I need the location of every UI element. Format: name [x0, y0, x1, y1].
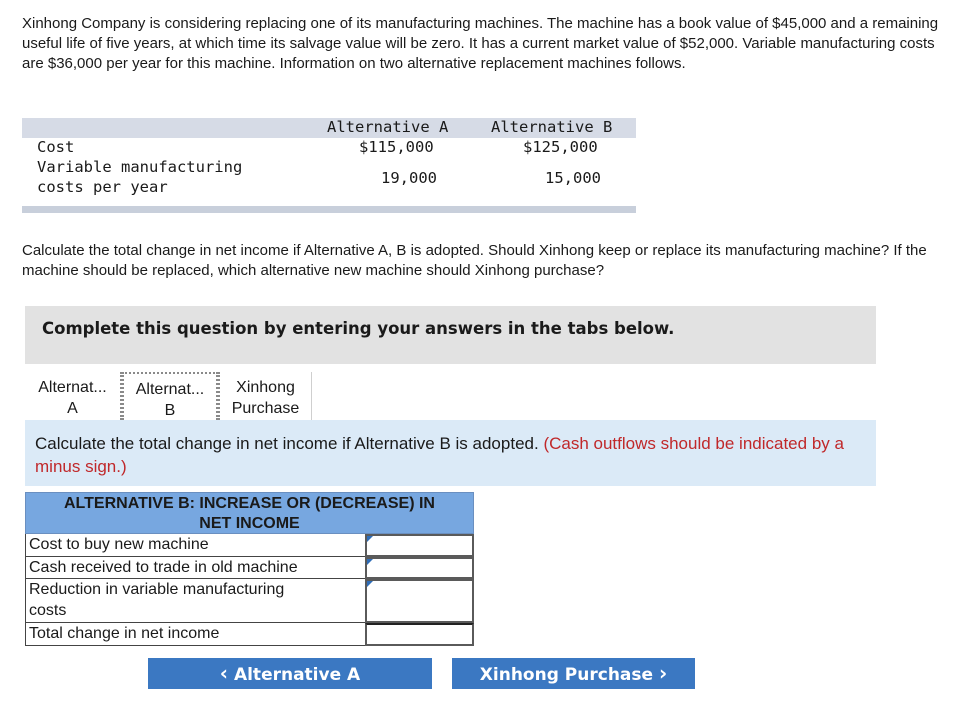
table-footer-bar — [22, 206, 636, 213]
previous-tab-label: Alternative A — [233, 665, 361, 685]
tab-label-line1: Alternat... — [38, 379, 107, 396]
chevron-right-icon: › — [658, 661, 668, 685]
reduction-variable-field[interactable] — [367, 581, 472, 621]
label-line2: costs — [29, 602, 67, 619]
label-line1: Reduction in variable manufacturing — [29, 581, 285, 598]
row-label-trade-in: Cash received to trade in old machine — [25, 557, 366, 579]
question-text: Calculate the total change in net income if Alternative A, B is adopted. Should Xinhong keep or replace its manufacturing machine? If the machine should be replaced, which alternative new machine should Xinhong purchase? — [22, 242, 927, 279]
tab-label-line1: Xinhong — [236, 379, 295, 396]
cost-alt-b: $125,000 — [523, 138, 598, 156]
tab-alternative-a[interactable] — [25, 372, 122, 420]
instruction-text: Complete this question by entering your answers in the tabs below. — [42, 319, 675, 338]
header-line2: NET INCOME — [199, 515, 300, 532]
reduction-variable-input[interactable] — [365, 579, 474, 623]
total-change-input[interactable] — [365, 623, 474, 646]
variable-costs-alt-a: 19,000 — [381, 169, 437, 187]
machine-info-table — [22, 118, 636, 214]
cost-to-buy-input[interactable] — [365, 534, 474, 557]
header-alternative-a: Alternative A — [327, 118, 449, 136]
previous-tab-button[interactable] — [148, 658, 432, 689]
answer-table-header — [25, 492, 474, 534]
tab-xinhong-purchase[interactable] — [218, 372, 312, 420]
tab-label-line2: Purchase — [231, 400, 300, 417]
instruction-box — [25, 306, 876, 364]
tab-alternative-b[interactable] — [122, 372, 218, 420]
header-line1: ALTERNATIVE B: INCREASE OR (DECREASE) IN — [64, 495, 435, 512]
header-alternative-b: Alternative B — [491, 118, 613, 136]
row-label-variable-costs-line2: costs per year — [37, 178, 168, 196]
trade-in-field[interactable] — [367, 559, 472, 577]
input-flag-icon — [367, 536, 373, 542]
row-label-variable-costs-line1: Variable manufacturing — [37, 158, 243, 176]
tab-label-line2: B — [164, 402, 176, 419]
problem-intro: Xinhong Company is considering replacing one of its manufacturing machines. The machine has a book value of $45,000 and a remaining useful life of five years, at which time its salvage value will be zero. It has a current market value of $52,000. Variable manufacturing costs are $36,000 per year for this machine. Information on two alternative replacement machines follows. — [22, 15, 939, 72]
answer-table — [25, 492, 474, 646]
input-flag-icon — [367, 559, 373, 565]
row-label-reduction-variable — [25, 579, 366, 623]
trade-in-input[interactable] — [365, 557, 474, 579]
chevron-left-icon: ‹ — [219, 661, 229, 685]
input-flag-icon — [367, 581, 373, 587]
panel-note: (Cash outflows should be indicated by a minus sign.) — [35, 434, 844, 476]
variable-costs-alt-b: 15,000 — [545, 169, 601, 187]
cost-alt-a: $115,000 — [359, 138, 434, 156]
tab-panel — [25, 420, 876, 486]
tab-label-line1: Alternat... — [135, 381, 205, 398]
panel-text: Calculate the total change in net income if Alternative B is adopted. — [35, 434, 539, 453]
row-label-cost-to-buy: Cost to buy new machine — [25, 534, 366, 557]
cost-to-buy-field[interactable] — [367, 536, 472, 555]
row-label-total-change: Total change in net income — [25, 623, 366, 646]
next-tab-button[interactable] — [452, 658, 695, 689]
tab-label-line2: A — [67, 400, 78, 417]
next-tab-label: Xinhong Purchase — [479, 665, 654, 685]
row-label-cost: Cost — [37, 138, 75, 156]
panel-instruction — [35, 432, 865, 478]
total-change-field[interactable] — [367, 625, 472, 644]
